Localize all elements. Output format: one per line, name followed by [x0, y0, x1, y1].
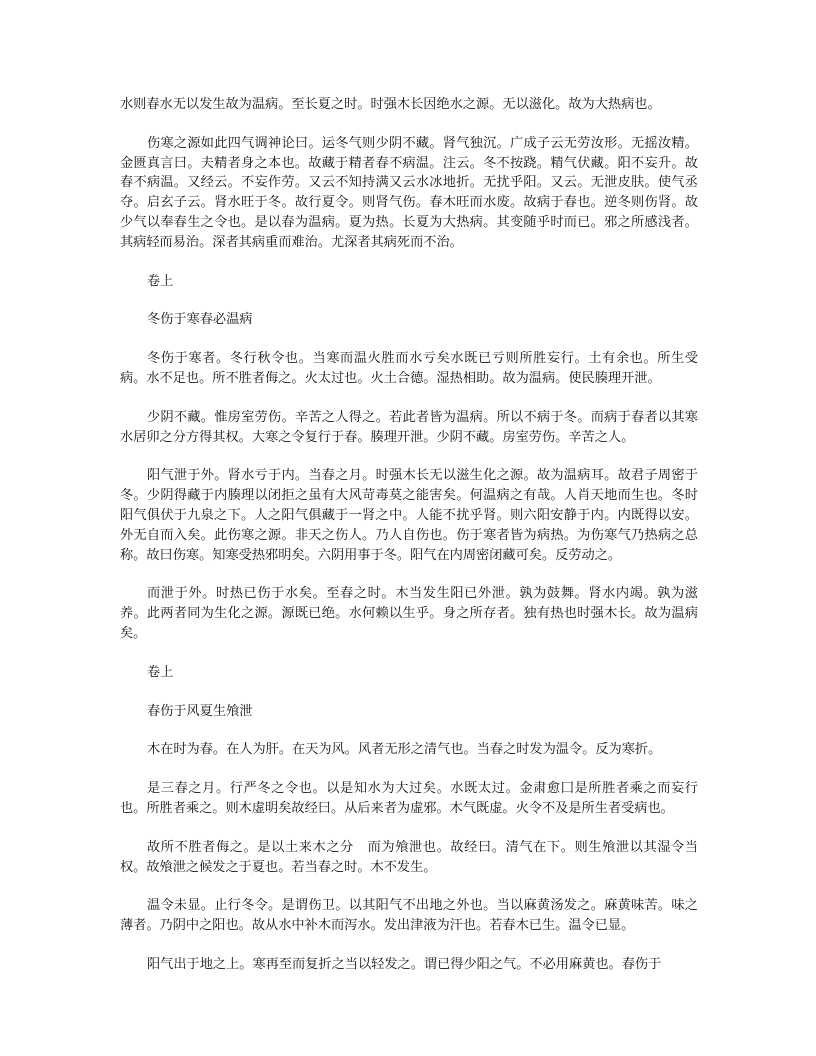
paragraph: 是三春之月。行严冬之令也。以是知水为大过矣。水既太过。金肃愈囗是所胜者乘之而妄行也。所胜者乘之。则木虚明矣故经曰。从后来者为虚邪。木气既虚。火令不及是所生者受病也。: [120, 781, 698, 816]
section-heading: 春伤于风夏生飧泄: [147, 703, 253, 719]
paragraph: 而泄于外。时热已伤于水矣。至春之时。木当发生阳已外泄。孰为鼓舞。肾水内竭。孰为滋养。此两者同为生化之源。源既已绝。水何赖以生乎。身之所存者。独有热也时强木长。故为温病矣。: [120, 586, 698, 641]
paragraph: 温令未显。止行冬令。是谓伤卫。以其阳气不出地之外也。当以麻黄汤发之。麻黄味苦。味之薄者。乃阴中之阳也。故从水中补木而泻水。发出津液为汗也。若春木已生。温令已显。: [120, 898, 698, 934]
paragraph: 阳气出于地之上。寒再至而复折之当以轻发之。谓已得少阳之气。不必用麻黄也。春伤于: [147, 956, 662, 972]
paragraph: 水则春水无以发生故为温病。至长夏之时。时强木长因绝水之源。无以滋化。故为大热病也。: [120, 97, 661, 112]
document-page: [120, 95, 698, 994]
paragraph: 木在时为春。在人为肝。在天为风。风者无形之清气也。当春之时发为温令。反为寒折。: [147, 742, 662, 758]
paragraph: 伤寒之源如此四气调神论曰。运冬气则少阴不藏。肾气独沉。广成子云无劳汝形。无摇汝精。金匮真言曰。夫精者身之本也。故藏于精者春不病温。注云。冬不按跷。精气伏藏。阳不妄升。故春不病温。又经云。不妄作劳。又云不知持满又云水冰地折。无扰乎阳。又云。无泄皮肤。使气丞夺。启玄子云。肾水旺于冬。故行夏令。则肾气伤。春木旺而水废。故病于春也。逆冬则伤肾。故少气以奉春生之令也。是以春为温病。夏为热。长夏为大热病。其变随乎时而已。邪之所感浅者。其病轻而易治。深者其病重而难治。尤深者其病死而不治。: [120, 135, 698, 250]
volume-heading: 卷上: [147, 273, 174, 289]
paragraph: 少阴不藏。惟房室劳伤。辛苦之人得之。若此者皆为温病。所以不病于冬。而病于春者以其寒水居卯之分方得其权。大寒之令复行于春。腠理开泄。少阴不藏。房室劳伤。辛苦之人。: [120, 409, 698, 445]
paragraph: 阳气泄于外。肾水亏于内。当春之月。时强木长无以滋生化之源。故为温病耳。故君子周密于冬。少阴得藏于内腠理以闭拒之虽有大风苛毒莫之能害矣。何温病之有哉。人肖天地而生也。冬时阳气俱伏于九泉之下。人之阳气俱藏于一肾之中。人能不扰乎肾。则六阳安静于内。内既得以安。外无自而入矣。此伤寒之源。非天之伤人。乃人自伤也。伤于寒者皆为病热。为伤寒气乃热病之总称。故曰伤寒。知寒受热邪明矣。六阴用事于冬。阳气在内周密闭藏可矣。反劳动之。: [120, 468, 698, 563]
volume-heading: 卷上: [147, 664, 174, 680]
paragraph: 冬伤于寒者。冬行秋令也。当寒而温火胜而水亏矣水既已亏则所胜妄行。土有余也。所生受病。水不足也。所不胜者侮之。火太过也。火土合德。湿热相助。故为温病。使民腠理开泄。: [120, 351, 698, 386]
paragraph: 故所不胜者侮之。是以土来木之分 而为飧泄也。故经曰。清气在下。则生飧泄以其湿令当权。故飧泄之候发之于夏也。若当春之时。木不发生。: [120, 839, 698, 875]
section-heading: 冬伤于寒春必温病: [147, 312, 253, 328]
